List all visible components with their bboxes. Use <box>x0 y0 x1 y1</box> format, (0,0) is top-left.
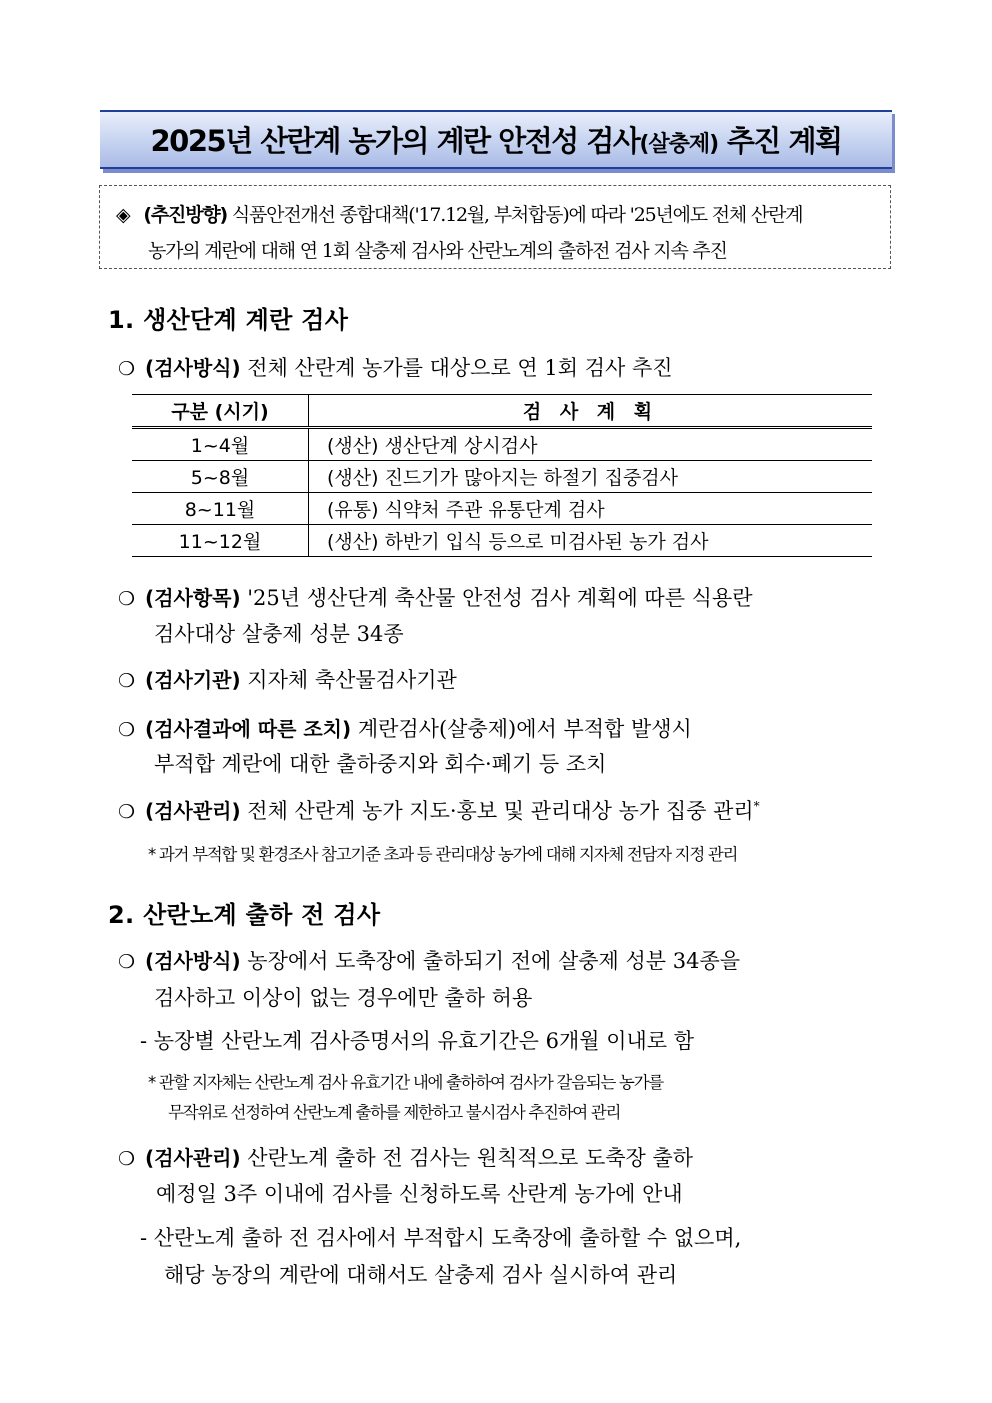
table-row <box>132 428 872 461</box>
s1-method-label: (검사방식) <box>145 356 241 380</box>
s1-action-line <box>118 713 692 743</box>
s1-agency-text: 지자체 축산물검사기관 <box>240 668 457 692</box>
s1-manage-line <box>118 795 760 825</box>
s1-method-text: 전체 산란계 농가를 대상으로 연 1회 검사 추진 <box>240 356 673 380</box>
s2-note-2: 무작위로 선정하여 산란노계 출하를 제한하고 불시검사 추진하여 관리 <box>168 1103 621 1122</box>
s1-action-label: (검사결과에 따른 조치) <box>145 717 352 741</box>
circle-bullet-icon: ❍ <box>118 670 136 692</box>
table-header-period: 구분 (시기) <box>132 395 309 428</box>
summary-line-1 <box>116 200 802 227</box>
s2-dash-1: - 농장별 산란노계 검사증명서의 유효기간은 6개월 이내로 함 <box>140 1029 695 1053</box>
table-header-plan: 검 사 계 획 <box>309 395 873 428</box>
table-cell-plan: (유통) 식약처 주관 유통단계 검사 <box>309 493 873 525</box>
table-cell-period: 5~8월 <box>132 461 309 493</box>
table-header-row <box>132 395 872 428</box>
s1-method-line <box>118 352 673 382</box>
diamond-bullet-icon: ◈ <box>116 204 130 226</box>
s1-items-label: (검사항목) <box>145 586 241 610</box>
s1-agency-line <box>118 664 457 694</box>
section-1-title: 1. 생산단계 계란 검사 <box>108 306 349 334</box>
table-cell-plan: (생산) 하반기 입식 등으로 미검사된 농가 검사 <box>309 525 873 557</box>
circle-bullet-icon: ❍ <box>118 588 136 610</box>
table-row <box>132 493 872 525</box>
table-cell-period: 11~12월 <box>132 525 309 557</box>
s2-manage-line <box>118 1142 693 1172</box>
page-title <box>150 119 841 160</box>
section-2-title: 2. 산란노계 출하 전 검사 <box>108 901 381 929</box>
summary-box <box>99 185 891 269</box>
table-cell-plan: (생산) 생산단계 상시검사 <box>309 428 873 461</box>
summary-line-2: 농가의 계란에 대해 연 1회 살충제 검사와 산란노계의 출하전 검사 지속 추진 <box>148 240 727 262</box>
table-row <box>132 461 872 493</box>
inspection-plan-table <box>132 394 872 557</box>
s2-manage-text-2: 예정일 3주 이내에 검사를 신청하도록 산란계 농가에 안내 <box>156 1182 683 1206</box>
s2-dash-2a: - 산란노계 출하 전 검사에서 부적합시 도축장에 출하할 수 없으며, <box>140 1226 742 1250</box>
circle-bullet-icon: ❍ <box>118 951 136 973</box>
s1-footnote: * 과거 부적합 및 환경조사 참고기준 초과 등 관리대상 농가에 대해 지자체 전담자 지정 관리 <box>148 845 738 864</box>
s2-note-1: * 관할 지자체는 산란노계 검사 유효기간 내에 출하하여 검사가 갈음되는 농가를 <box>148 1073 663 1092</box>
table-row <box>132 525 872 557</box>
s1-agency-label: (검사기관) <box>145 668 241 692</box>
circle-bullet-icon: ❍ <box>118 1148 136 1170</box>
circle-bullet-icon: ❍ <box>118 719 136 741</box>
footnote-marker: * <box>753 799 760 813</box>
s2-method-text-1: 농장에서 도축장에 출하되기 전에 살충제 성분 34종을 <box>240 949 741 973</box>
s1-manage-label: (검사관리) <box>145 799 241 823</box>
s2-dash-2b: 해당 농장의 계란에 대해서도 살충제 검사 실시하여 관리 <box>164 1263 678 1287</box>
s2-manage-text-1: 산란노계 출하 전 검사는 원칙적으로 도축장 출하 <box>240 1146 694 1170</box>
table-cell-plan: (생산) 진드기가 많아지는 하절기 집중검사 <box>309 461 873 493</box>
s1-action-text-1: 계란검사(살충제)에서 부적합 발생시 <box>351 717 692 741</box>
s1-items-text-2: 검사대상 살충제 성분 34종 <box>154 622 404 646</box>
title-banner <box>100 110 892 169</box>
s2-manage-label: (검사관리) <box>145 1146 241 1170</box>
title-main: 2025년 산란계 농가의 계란 안전성 검사 <box>150 124 640 158</box>
circle-bullet-icon: ❍ <box>118 358 136 380</box>
s1-items-line <box>118 582 753 612</box>
s1-manage-text: 전체 산란계 농가 지도·홍보 및 관리대상 농가 집중 관리 <box>240 799 754 823</box>
s1-items-text-1: '25년 생산단계 축산물 안전성 검사 계획에 따른 식용란 <box>240 586 753 610</box>
circle-bullet-icon: ❍ <box>118 801 136 823</box>
table-cell-period: 1~4월 <box>132 428 309 461</box>
s2-method-line <box>118 945 740 975</box>
s1-action-text-2: 부적합 계란에 대한 출하중지와 회수·폐기 등 조치 <box>154 752 607 776</box>
summary-label: (추진방향) <box>143 204 228 226</box>
table-cell-period: 8~11월 <box>132 493 309 525</box>
s2-method-label: (검사방식) <box>145 949 241 973</box>
s2-method-text-2: 검사하고 이상이 없는 경우에만 출하 허용 <box>154 986 533 1010</box>
summary-text-1: 식품안전개선 종합대책('17.12월, 부처합동)에 따라 '25년에도 전체 산란계 <box>227 204 803 226</box>
title-tail: 추진 계획 <box>718 124 842 158</box>
title-paren: (살충제) <box>639 132 719 157</box>
